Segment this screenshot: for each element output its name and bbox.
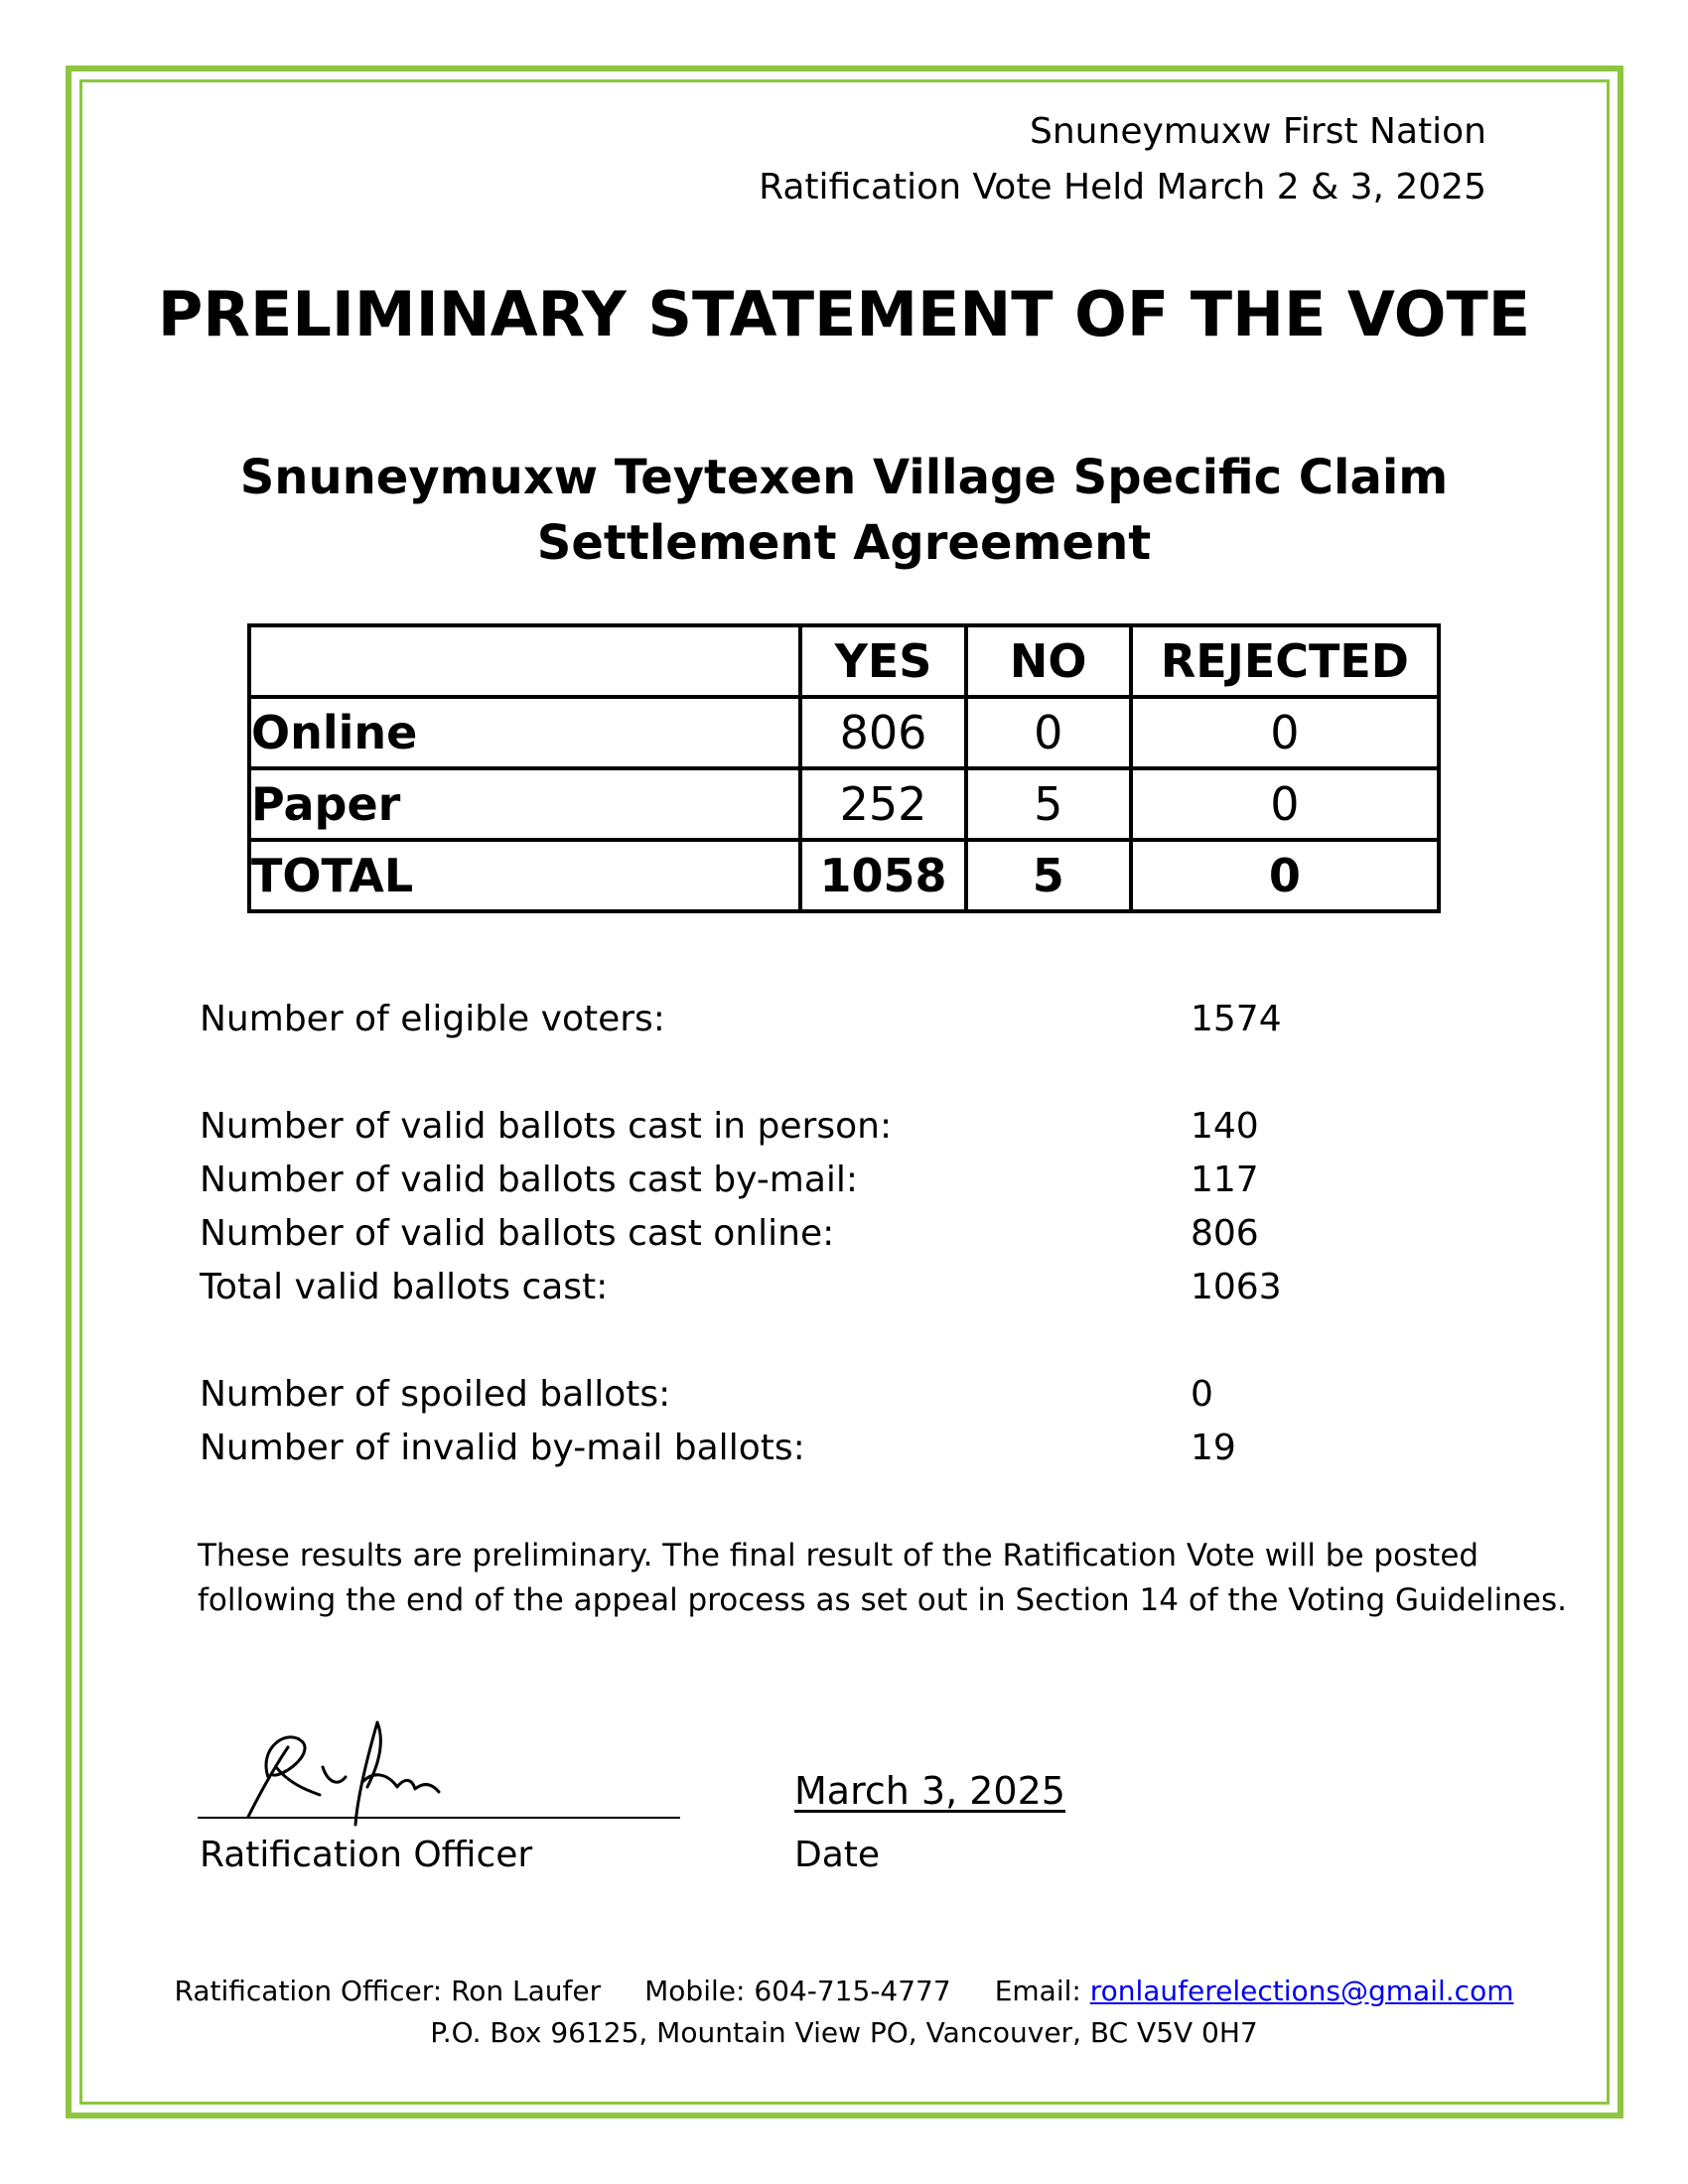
stat-label: Number of invalid by-mail ballots: [200,1428,805,1468]
stat-total-valid [200,1261,1341,1314]
signature-date: March 3, 2025 [794,1769,1065,1813]
stat-online [200,1207,1341,1261]
footer-mobile: Mobile: 604-715-4777 [644,1975,951,2007]
signature-line [198,1817,680,1819]
stat-in-person [200,1100,1341,1154]
table-row-online [249,697,1439,768]
stat-by-mail [200,1154,1341,1207]
cell-yes: 806 [800,697,965,768]
row-label: TOTAL [249,840,800,911]
date-caption: Date [794,1835,881,1875]
cell-yes: 252 [800,768,965,840]
stat-invalid-mail [200,1422,1341,1475]
agreement-title [0,445,1688,576]
stat-value: 1574 [1191,999,1282,1039]
footer-officer: Ratification Officer: Ron Laufer [174,1975,602,2007]
stat-label: Total valid ballots cast: [200,1267,609,1307]
ballot-statistics [200,993,1341,1475]
cell-rejected: 0 [1131,697,1439,768]
cell-no: 5 [966,840,1131,911]
footer-contact-line [0,1971,1688,2012]
email-link[interactable]: ronlauferelections@gmail.com [1089,1975,1514,2007]
signature-image [228,1707,487,1827]
stat-value: 117 [1191,1160,1259,1200]
footer-email-label: Email: [994,1975,1090,2007]
stat-spoiled [200,1368,1341,1422]
agreement-title-line2: Settlement Agreement [536,515,1152,571]
column-header-yes: YES [800,625,965,697]
table-row-total [249,840,1439,911]
results-table [247,623,1441,913]
column-header-no: NO [966,625,1131,697]
row-label: Online [249,697,800,768]
stat-label: Number of valid ballots cast in person: [200,1106,893,1147]
stat-label: Number of valid ballots cast by-mail: [200,1160,859,1200]
cell-rejected: 0 [1131,840,1439,911]
contact-footer [0,1971,1688,2054]
stat-label: Number of eligible voters: [200,999,665,1039]
org-header [759,104,1486,215]
footer-address: P.O. Box 96125, Mountain View PO, Vancouver, BC V5V 0H7 [430,2016,1258,2049]
cell-yes: 1058 [800,840,965,911]
vote-held-date: Ratification Vote Held March 2 & 3, 2025 [759,167,1486,207]
stat-value: 0 [1191,1374,1213,1415]
notice-line2: following the end of the appeal process as set out in Section 14 of the Voting Guidelines. [198,1582,1567,1618]
preliminary-notice [198,1534,1567,1623]
agreement-title-line1: Snuneymuxw Teytexen Village Specific Claim [239,450,1449,505]
cell-no: 5 [966,768,1131,840]
column-header-label [249,625,800,697]
notice-line1: These results are preliminary. The final result of the Ratification Vote will be posted [198,1538,1479,1573]
cell-no: 0 [966,697,1131,768]
stat-eligible-voters [200,993,1341,1046]
table-row-paper [249,768,1439,840]
column-header-rejected: REJECTED [1131,625,1439,697]
table-header-row [249,625,1439,697]
signer-caption: Ratification Officer [200,1835,533,1875]
stat-value: 806 [1191,1213,1259,1254]
organization-name: Snuneymuxw First Nation [1030,111,1486,152]
row-label: Paper [249,768,800,840]
stat-label: Number of spoiled ballots: [200,1374,671,1415]
stat-value: 1063 [1191,1267,1282,1307]
page-title: PRELIMINARY STATEMENT OF THE VOTE [157,278,1531,350]
stat-value: 19 [1191,1428,1236,1468]
stat-label: Number of valid ballots cast online: [200,1213,835,1254]
cell-rejected: 0 [1131,768,1439,840]
stat-value: 140 [1191,1106,1259,1147]
